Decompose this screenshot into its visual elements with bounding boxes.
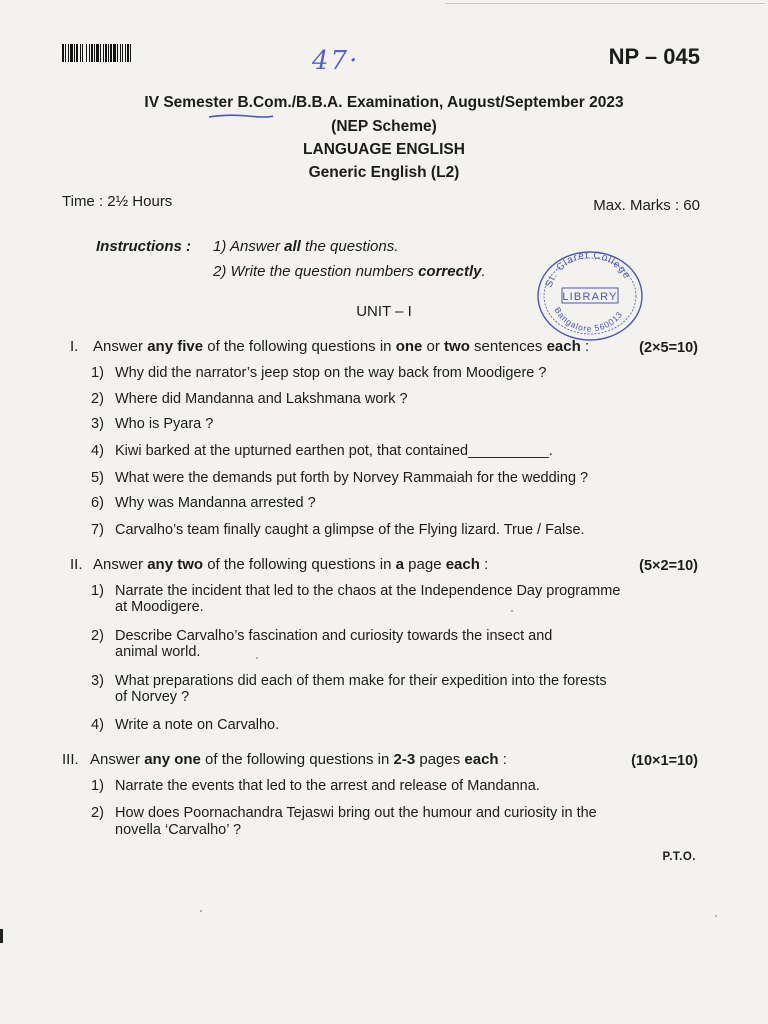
question-number: 4)	[91, 717, 104, 733]
question-text: Carvalho’s team finally caught a glimpse of the Flying lizard. True / False.	[115, 522, 585, 538]
max-marks: Max. Marks : 60	[593, 197, 700, 214]
section-1-marks: (2×5=10)	[639, 340, 698, 356]
scan-margin-mark	[0, 929, 3, 943]
question-number: 6)	[91, 495, 104, 511]
question-text: Narrate the incident that led to the chaos at the Independence Day programme	[115, 583, 621, 599]
instruction-2: 2) Write the question numbers correctly.	[213, 263, 486, 280]
question-number: 2)	[91, 805, 104, 821]
question-number: 3)	[91, 673, 104, 689]
barcode	[62, 44, 168, 62]
question-text-continued: animal world.	[115, 644, 201, 660]
question-text: Where did Mandanna and Lakshmana work ?	[115, 391, 408, 407]
question-text: Narrate the events that led to the arrest and release of Mandanna.	[115, 778, 540, 794]
scan-speck	[511, 610, 513, 612]
question-number: 2)	[91, 391, 104, 407]
svg-text:Bangalore 560013: Bangalore 560013	[552, 305, 625, 334]
scheme-line: (NEP Scheme)	[331, 118, 437, 135]
question-number: 1)	[91, 365, 104, 381]
question-number: 3)	[91, 416, 104, 432]
question-text: Kiwi barked at the upturned earthen pot, that contained__________.	[115, 443, 553, 459]
scan-speck	[200, 910, 202, 912]
section-3-num: III.	[62, 751, 79, 768]
subject-line: LANGUAGE ENGLISH	[303, 141, 465, 158]
section-1-instruction: Answer any five of the following questions in one or two sentences each :	[93, 338, 590, 355]
question-text: Write a note on Carvalho.	[115, 717, 280, 733]
paper-line: Generic English (L2)	[308, 164, 460, 181]
exam-title-semester: IV Semester	[144, 94, 238, 111]
question-number: 1)	[91, 583, 104, 599]
section-3-marks: (10×1=10)	[631, 753, 698, 769]
question-text: What were the demands put forth by Norvey Rammaiah for the wedding ?	[115, 470, 589, 486]
question-text: Describe Carvalho’s fascination and curiosity towards the insect and	[115, 628, 553, 644]
question-number: 7)	[91, 522, 104, 538]
question-text-continued: of Norvey ?	[115, 689, 190, 705]
exam-title-course: B.Com./B.B.A. Examination, August/September 2023	[237, 94, 624, 111]
library-stamp	[532, 246, 648, 342]
section-3-instruction: Answer any one of the following questions in 2-3 pages each :	[90, 751, 507, 768]
question-text-continued: novella ‘Carvalho’ ?	[115, 822, 242, 838]
scan-edge-line	[445, 3, 765, 4]
question-text-continued: at Moodigere.	[115, 599, 204, 615]
section-1-num: I.	[70, 338, 79, 355]
svg-text:LIBRARY: LIBRARY	[562, 291, 618, 303]
scan-speck	[715, 915, 717, 917]
question-text: Who is Pyara ?	[115, 416, 214, 432]
exam-title	[0, 94, 768, 112]
section-2-num: II.	[70, 556, 83, 573]
section-2-marks: (5×2=10)	[639, 558, 698, 574]
question-text: What preparations did each of them make for their expedition into the forests	[115, 673, 607, 689]
question-number: 5)	[91, 470, 104, 486]
question-number: 2)	[91, 628, 104, 644]
time-allowed: Time : 2½ Hours	[62, 193, 173, 210]
handwritten-number: 47·	[312, 46, 360, 76]
instructions-label: Instructions :	[96, 238, 192, 255]
question-number: 4)	[91, 443, 104, 459]
please-turn-over: P.T.O.	[662, 851, 696, 863]
question-text: Why did the narrator’s jeep stop on the way back from Moodigere ?	[115, 365, 547, 381]
svg-text:St. Claret College: St. Claret College	[543, 249, 633, 290]
question-number: 1)	[91, 778, 104, 794]
scan-speck	[256, 657, 258, 659]
question-text: Why was Mandanna arrested ?	[115, 495, 316, 511]
unit-heading: UNIT – I	[356, 303, 412, 320]
section-2-instruction: Answer any two of the following questions in a page each :	[93, 556, 489, 573]
paper-code: NP – 045	[608, 44, 700, 69]
question-text: How does Poornachandra Tejaswi bring out the humour and curiosity in the	[115, 805, 597, 821]
instruction-1: 1) Answer all the questions.	[213, 238, 399, 255]
